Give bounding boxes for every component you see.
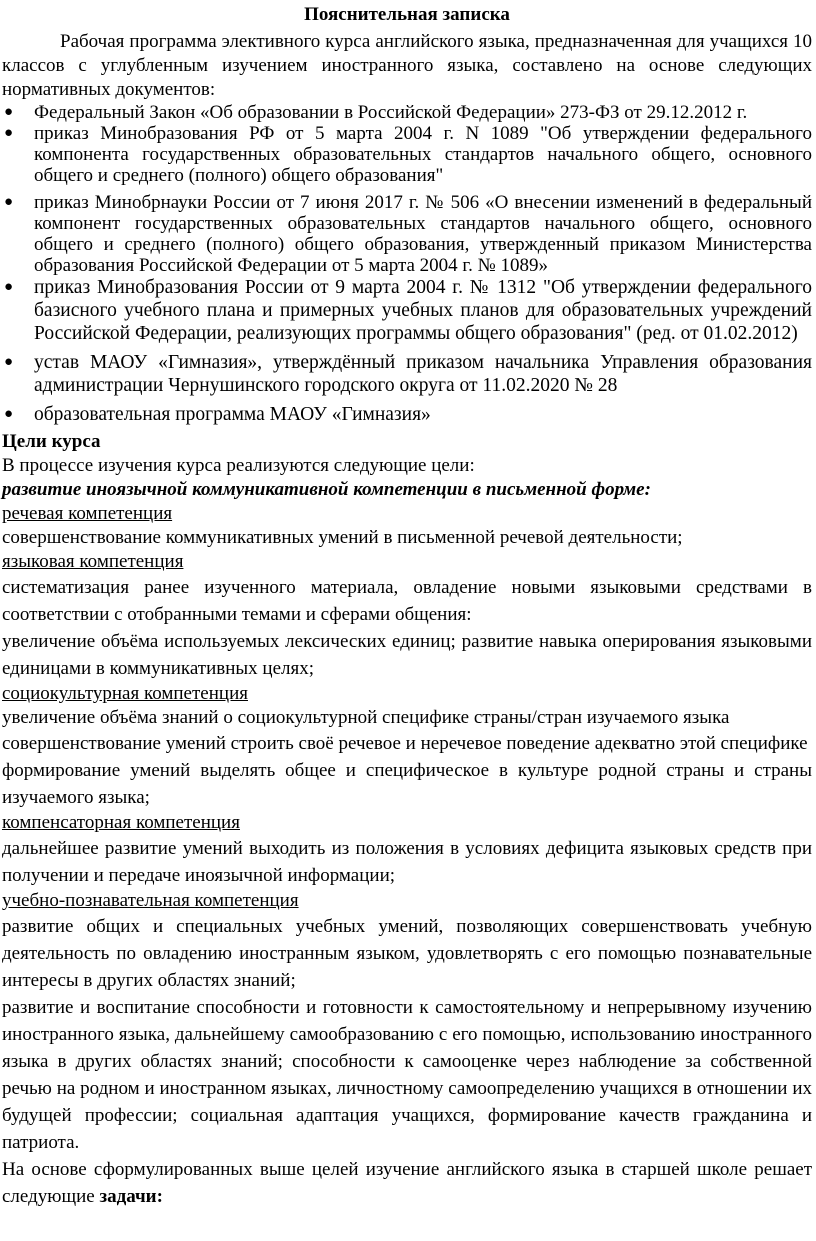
bullet-icon: ● <box>4 279 14 295</box>
competence-text: увеличение объёма используемых лексических единиц; развитие навыка оперирования языковыми единицами в коммуникативных целях; <box>2 631 812 679</box>
documents-list <box>2 102 812 426</box>
competence-title-sociocultural: социокультурная компетенция <box>2 683 248 704</box>
competence-title-educational: учебно-познавательная компетенция <box>2 890 299 911</box>
competence-text: формирование умений выделять общее и специфическое в культуре родной страны и страны изучаемого языка; <box>2 760 812 808</box>
goals-intro: В процессе изучения курса реализуются следующие цели: <box>2 455 475 476</box>
bullet-icon: ● <box>4 406 14 422</box>
list-item: ● образовательная программа МАОУ «Гимназия» <box>4 404 431 425</box>
competence-title-compensatory: компенсаторная компетенция <box>2 812 240 833</box>
bullet-icon: ● <box>4 194 14 210</box>
list-item: ● Федеральный Закон «Об образовании в Российской Федерации» 273-ФЗ от 29.12.2012 г. <box>4 102 748 123</box>
bullet-icon: ● <box>4 104 14 120</box>
competence-text: развитие общих и специальных учебных умений, позволяющих совершенствовать учебную деятельность по овладению иностранным языком, удовлетворять с его помощью познавательные интересы в других областях знаний; <box>2 916 812 991</box>
bullet-icon: ● <box>4 354 14 370</box>
list-item: ● приказ Минобрнауки России от 7 июня 2017 г. № 506 «О внесении изменений в федеральный компонент государственных образовательных стандартов начального общего, основного общего и среднего (полного) общего образования, утвержденный приказом Министерства образования Российской Федерации от 5 марта 2004 г. № 1089» <box>4 192 812 276</box>
tasks-paragraph: На основе сформулированных выше целей изучение английского языка в старшей школе решает следующие задачи: <box>2 1159 812 1207</box>
bullet-icon: ● <box>4 125 14 141</box>
competence-text: совершенствование умений строить своё речевое и неречевое поведение адекватно этой специфике <box>2 733 808 754</box>
intro-paragraph: Рабочая программа элективного курса английского языка, предназначенная для учащихся 10 классов с углубленным изучением иностранного языка, составлено на основе следующих нормативных документов: <box>2 31 812 100</box>
competence-text: совершенствование коммуникативных умений в письменной речевой деятельности; <box>2 527 683 548</box>
competence-text: дальнейшее развитие умений выходить из положения в условиях дефицита языковых средств при получении и передаче иноязычной информации; <box>2 838 812 886</box>
tasks-label: задачи: <box>99 1186 163 1207</box>
competence-title-language: языковая компетенция <box>2 551 184 572</box>
goals-main: развитие иноязычной коммуникативной компетенции в письменной форме: <box>2 479 651 500</box>
list-item: ● приказ Минобразования России от 9 марта 2004 г. № 1312 "Об утверждении федерального базисного учебного плана и примерных учебных планов для образовательных учреждений Российской Федерации, реализующих программы общего образования" (ред. от 01.02.2012) <box>4 277 812 344</box>
list-item: ● приказ Минобразования РФ от 5 марта 2004 г. N 1089 "Об утверждении федерального компонента государственных образовательных стандартов начального общего, основного общего и среднего (полного) общего образования" <box>4 123 812 186</box>
competence-text: систематизация ранее изученного материала, овладение новыми языковыми средствами в соответствии с отобранными темами и сферами общения: <box>2 577 812 625</box>
competence-text: развитие и воспитание способности и готовности к самостоятельному и непрерывному изучению иностранного языка, дальнейшему самообразованию с его помощью, использованию иностранного языка в других областях знаний; способности к самооценке через наблюдение за собственной речью на родном и иностранном языках, личностному самоопределению учащихся в отношении их будущей профессии; социальная адаптация учащихся, формирование качеств гражданина и патриота. <box>2 997 812 1153</box>
competence-text: увеличение объёма знаний о социокультурной специфике страны/стран изучаемого языка <box>2 707 730 728</box>
competence-title-speech: речевая компетенция <box>2 503 173 524</box>
goals-heading: Цели курса <box>2 431 101 452</box>
list-item: ● устав МАОУ «Гимназия», утверждённый приказом начальника Управления образования администрации Чернушинского городского округа от 11.02.2020 № 28 <box>4 352 812 396</box>
page-title: Пояснительная записка <box>304 4 510 25</box>
